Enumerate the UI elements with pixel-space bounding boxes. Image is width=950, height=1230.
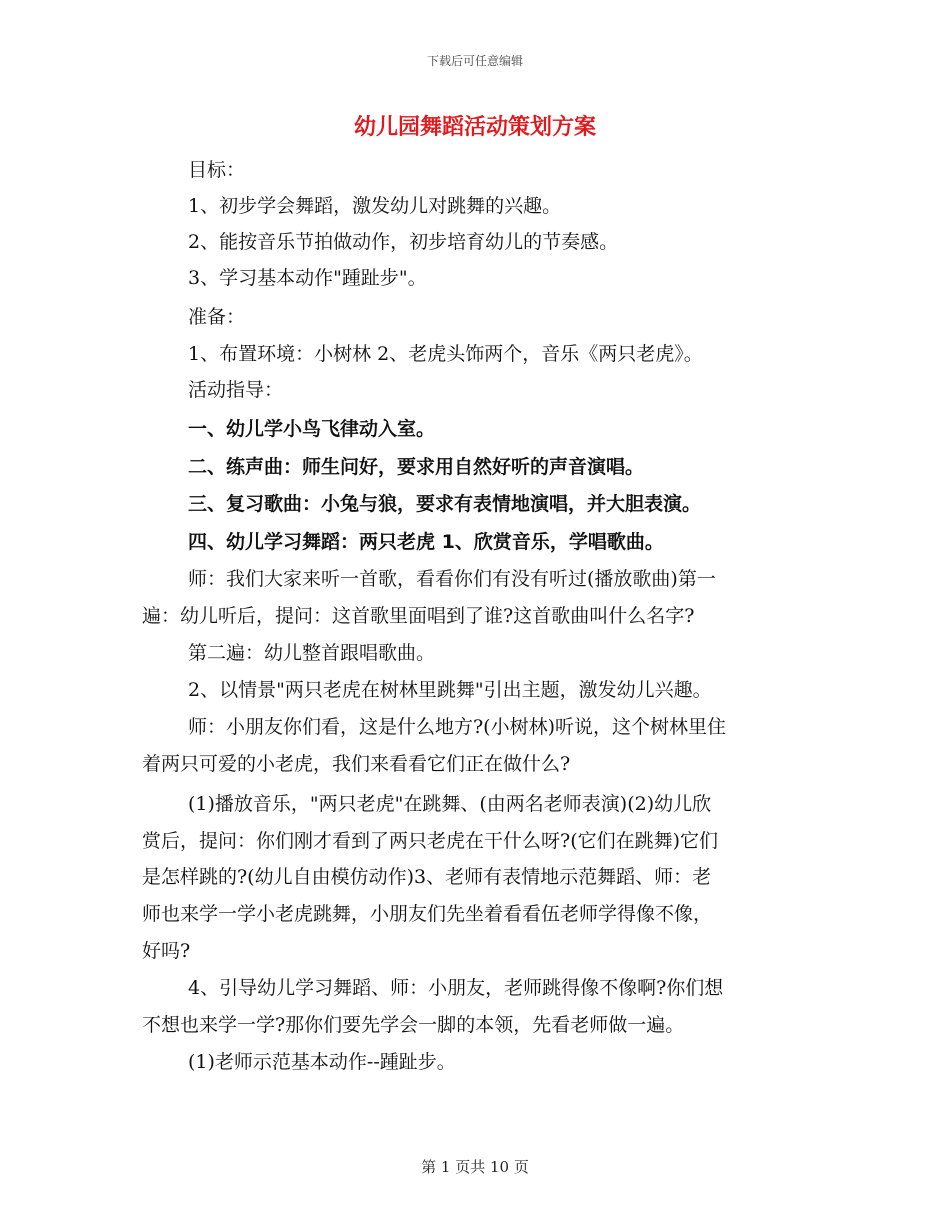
text-line-guide-heading: 活动指导： bbox=[188, 379, 284, 401]
text-line-para-3: 2、以情景"两只老虎在树林里跳舞"引出主题，激发幼儿兴趣。 bbox=[188, 679, 712, 701]
header-note: 下载后可任意编辑 bbox=[426, 54, 523, 68]
text-line-prep-heading: 准备： bbox=[188, 306, 246, 328]
text-line-goal-3: 3、学习基本动作"踵趾步"。 bbox=[188, 267, 427, 289]
text-line-para-5e: 好吗? bbox=[142, 940, 191, 962]
text-line-step-1: 一、幼儿学小鸟飞律动入室。 bbox=[188, 418, 436, 440]
text-line-para-5a: (1)播放音乐，"两只老虎"在跳舞、(由两名老师表演)(2)幼儿欣 bbox=[188, 793, 712, 815]
text-line-para-4a: 师：小朋友你们看，这是什么地方?(小树林)听说，这个树林里住 bbox=[188, 716, 727, 738]
text-line-step-2: 二、练声曲：师生问好，要求用自然好听的声音演唱。 bbox=[188, 456, 645, 478]
text-line-step-3: 三、复习歌曲：小兔与狼，要求有表情地演唱，并大胆表演。 bbox=[188, 493, 702, 515]
text-line-para-1a: 师：我们大家来听一首歌，看看你们有没有听过(播放歌曲)第一 bbox=[188, 568, 716, 590]
text-line-goal-2: 2、能按音乐节拍做动作，初步培育幼儿的节奏感。 bbox=[188, 231, 619, 253]
text-line-para-5c: 是怎样跳的?(幼儿自由模仿动作)3、老师有表情地示范舞蹈、师：老 bbox=[142, 866, 712, 888]
page-title: 幼儿园舞蹈活动策划方案 bbox=[353, 115, 596, 140]
text-line-para-4b: 着两只可爱的小老虎，我们来看看它们正在做什么? bbox=[142, 753, 571, 775]
text-line-para-1b: 遍：幼儿听后，提问：这首歌里面唱到了谁?这首歌曲叫什么名字? bbox=[142, 605, 695, 627]
text-line-para-6a: 4、引导幼儿学习舞蹈、师：小朋友，老师跳得像不像啊?你们想 bbox=[188, 977, 724, 999]
text-line-para-2: 第二遍：幼儿整首跟唱歌曲。 bbox=[188, 642, 436, 664]
text-line-goal-heading: 目标： bbox=[188, 159, 246, 181]
page-footer: 第 1 页共 10 页 bbox=[421, 1158, 529, 1176]
text-line-para-7: (1)老师示范基本动作--踵趾步。 bbox=[188, 1051, 456, 1073]
text-line-para-6b: 不想也来学一学?那你们要先学会一脚的本领，先看老师做一遍。 bbox=[142, 1014, 685, 1036]
text-line-para-5b: 赏后，提问：你们刚才看到了两只老虎在干什么呀?(它们在跳舞)它们 bbox=[142, 830, 719, 852]
text-line-step-4: 四、幼儿学习舞蹈：两只老虎 1、欣赏音乐，学唱歌曲。 bbox=[188, 531, 664, 553]
text-line-goal-1: 1、初步学会舞蹈，激发幼儿对跳舞的兴趣。 bbox=[188, 195, 562, 217]
text-line-para-5d: 师也来学一学小老虎跳舞，小朋友们先坐着看看伍老师学得像不像， bbox=[142, 903, 713, 925]
text-line-prep-1: 1、布置环境：小树林 2、老虎头饰两个，音乐《两只老虎》。 bbox=[188, 343, 703, 365]
